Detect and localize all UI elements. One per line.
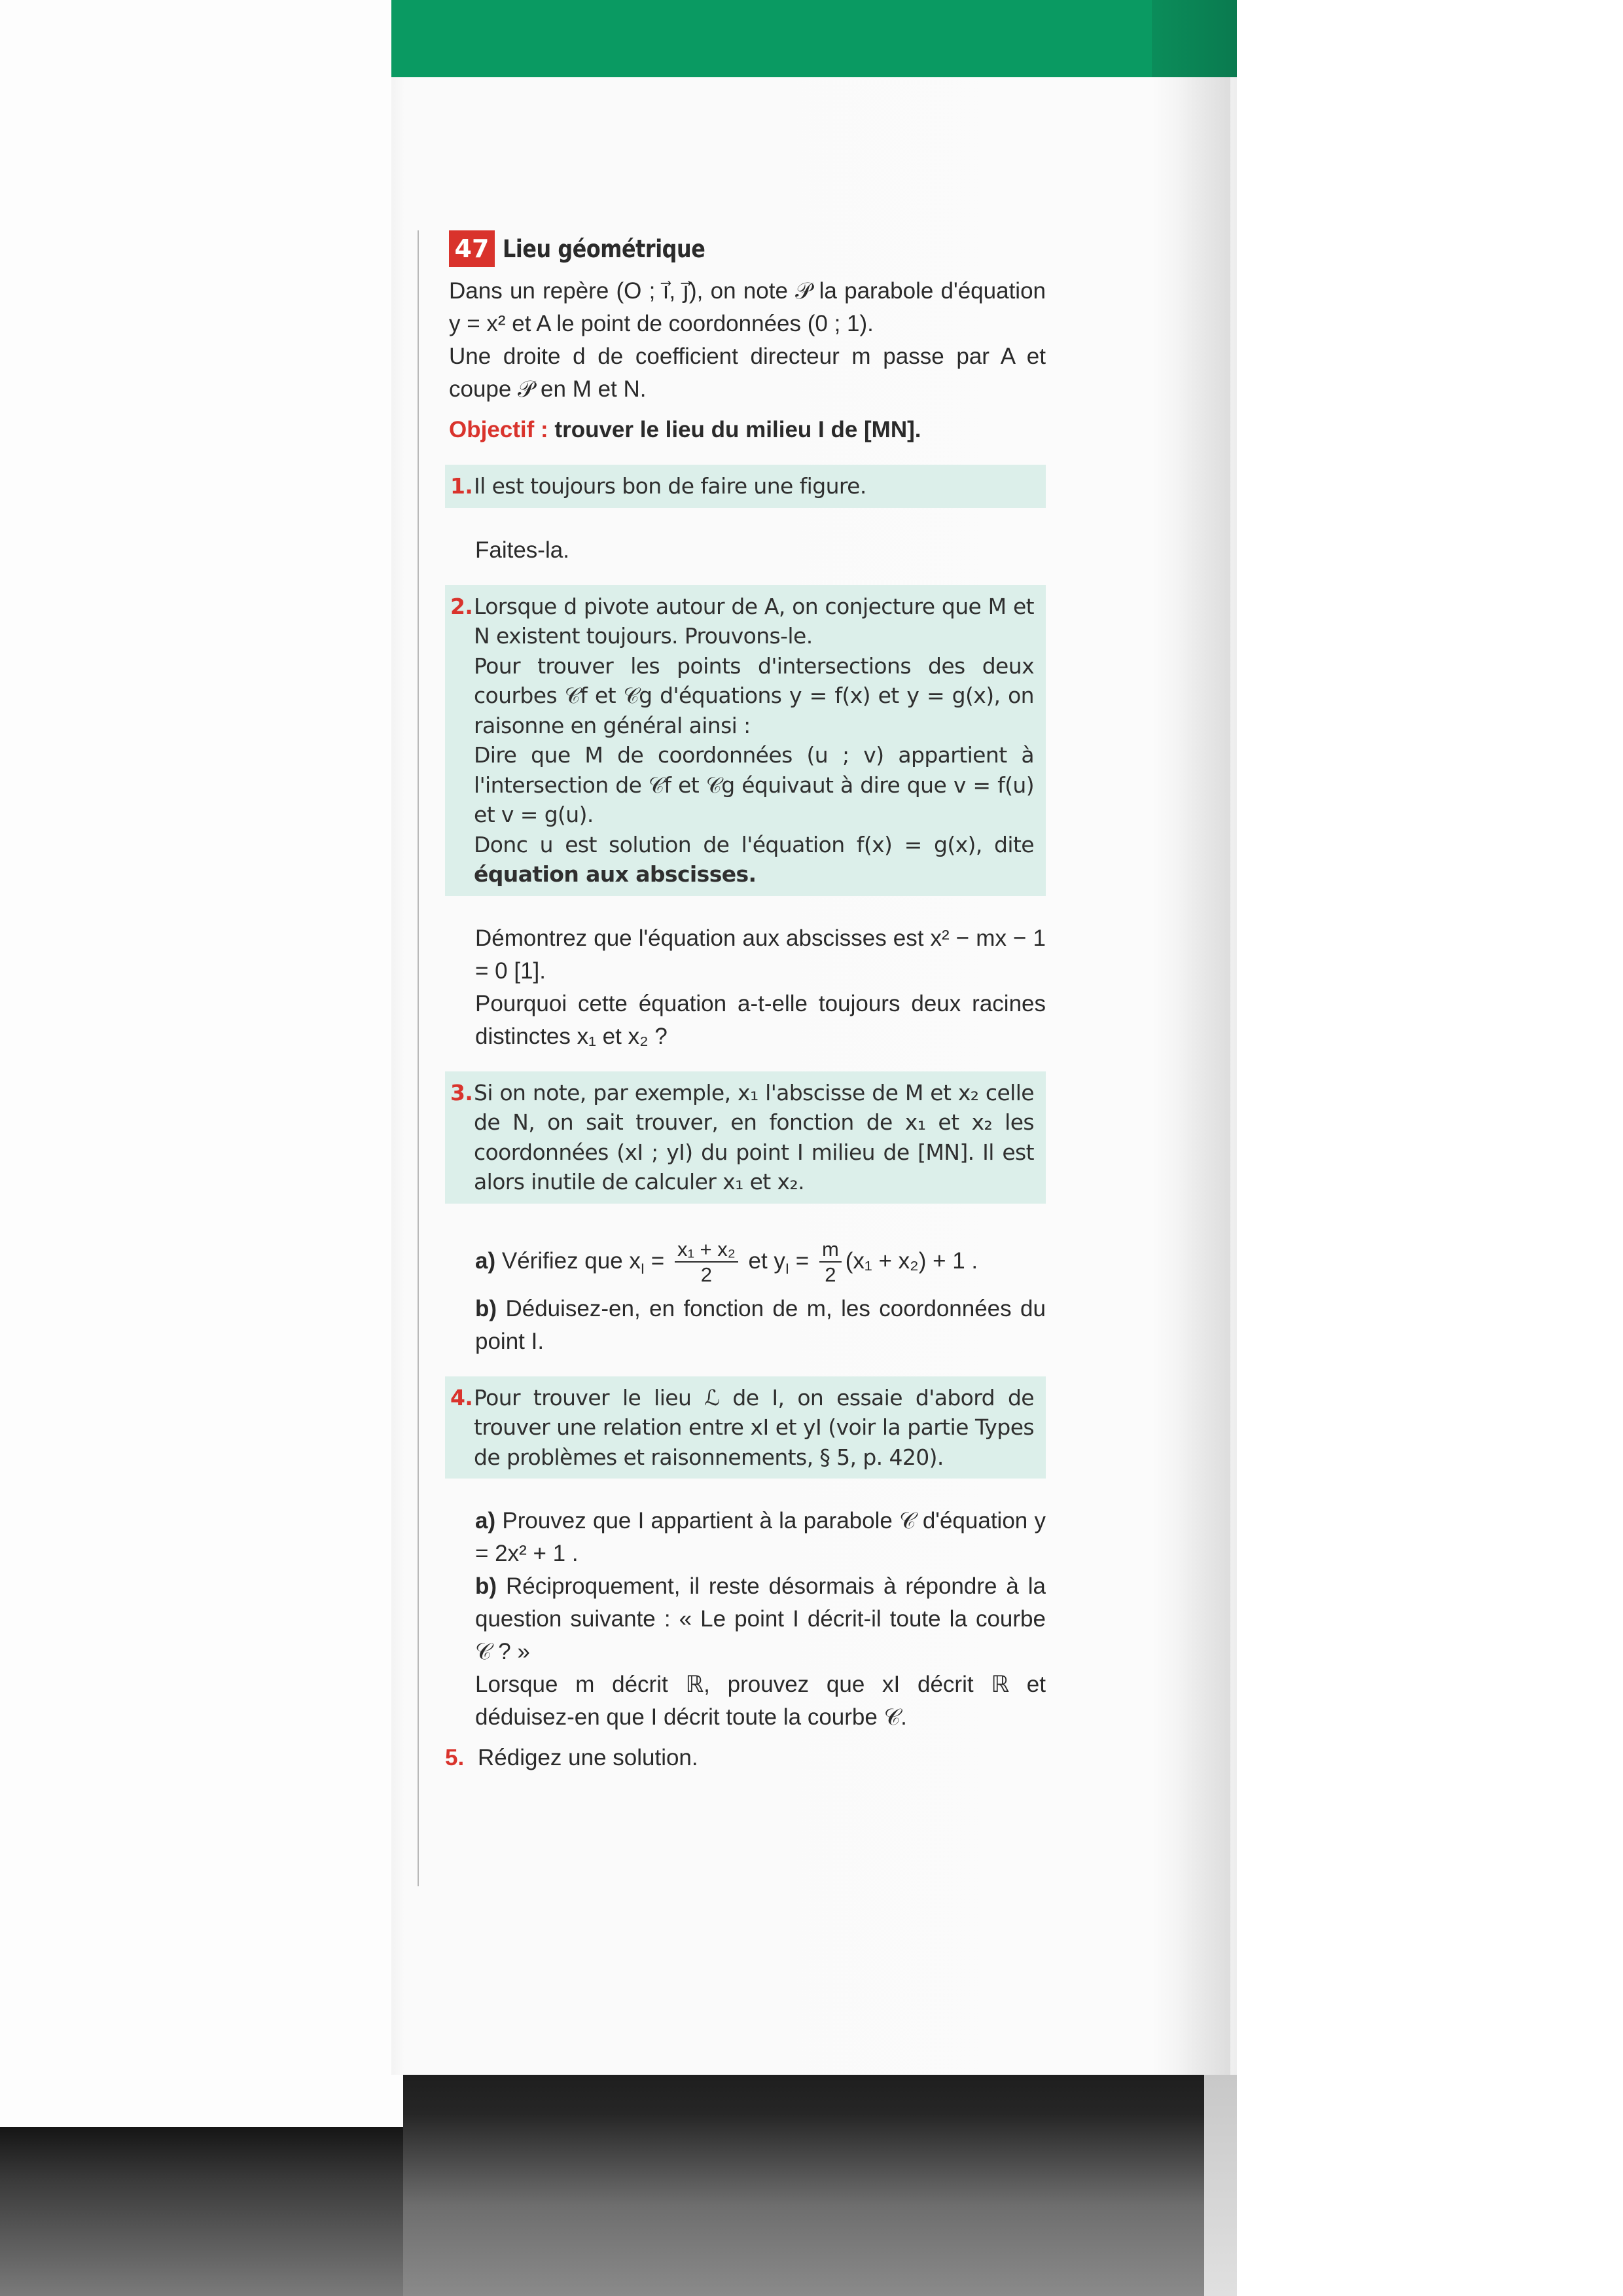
step-2-hint-4b: équation aux abscisses. — [474, 861, 757, 887]
intro-paragraph-1: Dans un repère (O ; i⃗, j⃗), on note 𝒫 la parabole d'équation y = x² et A le point de coordonnées (0 ; 1). — [449, 278, 1046, 336]
step-3b-text: Déduisez-en, en fonction de m, les coordonnées du point I. — [475, 1295, 1046, 1354]
step-3a: a) Vérifiez que $x_I$ = $\frac{\text{x₁ + x₂}}{2}$ et $y_I$ = $\frac{m}{2}$ (x₁ + x₂) + 1 . — [475, 1238, 978, 1287]
step-4b — [475, 1570, 1046, 1668]
exercise-title: Lieu géométrique — [503, 234, 705, 263]
page-fold-shadow — [1152, 65, 1230, 2075]
exercise-header — [449, 230, 1046, 267]
step-3a-text-1: Vérifiez que x — [501, 1247, 641, 1274]
step-1-hint-box — [445, 465, 1046, 508]
scanner-edge-bottom — [403, 2075, 1204, 2296]
step-2-hint-box — [445, 585, 1046, 896]
step-3a-label: a) — [475, 1247, 496, 1274]
step-2-task-1: Démontrez que l'équation aux abscisses est x² − mx − 1 = 0 [1]. — [475, 925, 1046, 984]
step-2-task-2: Pourquoi cette équation a-t-elle toujours deux racines distinctes x₁ et x₂ ? — [475, 990, 1046, 1049]
step-4c: Lorsque m décrit ℝ, prouvez que xI décrit ℝ et déduisez-en que I décrit toute la courbe 𝒞. — [475, 1672, 1046, 1730]
step-1-hint: Il est toujours bon de faire une figure. — [474, 473, 866, 499]
objective — [449, 414, 1046, 446]
right-page-blank — [1237, 0, 1623, 2296]
step-2-hint-4 — [474, 830, 1034, 889]
fraction-yI-denominator: 2 — [825, 1263, 836, 1287]
step-2-hint-4a: Donc u est solution de l'équation f(x) = g(x), dite — [474, 831, 1034, 857]
step-3b-label: b) — [475, 1295, 497, 1321]
step-3-hint: Si on note, par exemple, x₁ l'abscisse de M et x₂ celle de N, on sait trouver, en fonction de x₁ et x₂ les coordonnées (xI ; yI) du point I milieu de [MN]. Il est alors inutile de calculer x₁ et x₂. — [474, 1079, 1034, 1194]
step-1-task: Faites-la. — [475, 537, 569, 563]
step-2-hint-1: Lorsque d pivote autour de A, on conjecture que M et N existent toujours. Prouvons-le. — [474, 593, 1034, 649]
step-3-number: 3. — [450, 1079, 473, 1105]
fraction-yI — [819, 1239, 842, 1285]
step-5-text: Rédigez une solution. — [478, 1745, 698, 1770]
fraction-xI-denominator: 2 — [700, 1263, 712, 1287]
step-3a-text-2: et y — [748, 1247, 785, 1274]
step-3-hint-box — [445, 1071, 1046, 1204]
step-4b-text: Réciproquement, il reste désormais à répondre à la question suivante : « Le point I décrit-il toute la courbe 𝒞 ? » — [475, 1573, 1046, 1664]
step-4a-text: Prouvez que I appartient à la parabole 𝒞 d'équation y = 2x² + 1 . — [475, 1508, 1046, 1566]
objective-text: trouver le lieu du milieu I de [MN]. — [554, 417, 921, 442]
intro-paragraph-2: Une droite d de coefficient directeur m passe par A et coupe 𝒫 en M et N. — [449, 344, 1046, 402]
step-2-hint-2: Pour trouver les points d'intersections des deux courbes 𝒞f et 𝒞g d'équations y = f(x) et y = g(x), on raisonne en général ainsi : — [474, 653, 1034, 738]
header-green-band — [391, 0, 1238, 77]
step-4a-label: a) — [475, 1508, 496, 1534]
step-4-hint-box — [445, 1376, 1046, 1479]
step-2-number: 2. — [450, 593, 473, 619]
exercise-number-badge: 47 — [449, 230, 495, 267]
step-4a — [475, 1505, 1046, 1570]
scanner-edge-right — [1204, 2075, 1237, 2296]
exercise-47 — [445, 230, 1046, 1774]
step-1-number: 1. — [450, 473, 473, 499]
step-4b-label: b) — [475, 1573, 497, 1599]
objective-label: Objectif : — [449, 417, 548, 442]
fraction-xI — [675, 1239, 738, 1285]
step-5 — [445, 1742, 1046, 1774]
step-5-number: 5. — [445, 1745, 465, 1770]
left-margin-rule — [418, 230, 419, 1886]
step-3a-tail: (x₁ + x₂) + 1 . — [845, 1247, 978, 1274]
step-4-number: 4. — [450, 1384, 473, 1410]
step-2-hint-3: Dire que M de coordonnées (u ; v) appartient à l'intersection de 𝒞f et 𝒞g équivaut à dire que v = f(u) et v = g(u). — [474, 742, 1034, 827]
step-3b — [475, 1293, 1046, 1358]
step-4-hint: Pour trouver le lieu ℒ de I, on essaie d'abord de trouver une relation entre xI et yI (voir la partie Types de problèmes et raisonnements, § 5, p. 420). — [474, 1384, 1034, 1470]
header-green-band-fold — [1152, 0, 1238, 77]
scanner-edge-left — [0, 2127, 403, 2296]
fraction-yI-numerator: m — [819, 1239, 842, 1263]
left-page-margin — [0, 0, 403, 2127]
fraction-xI-numerator: x₁ + x₂ — [675, 1239, 738, 1263]
